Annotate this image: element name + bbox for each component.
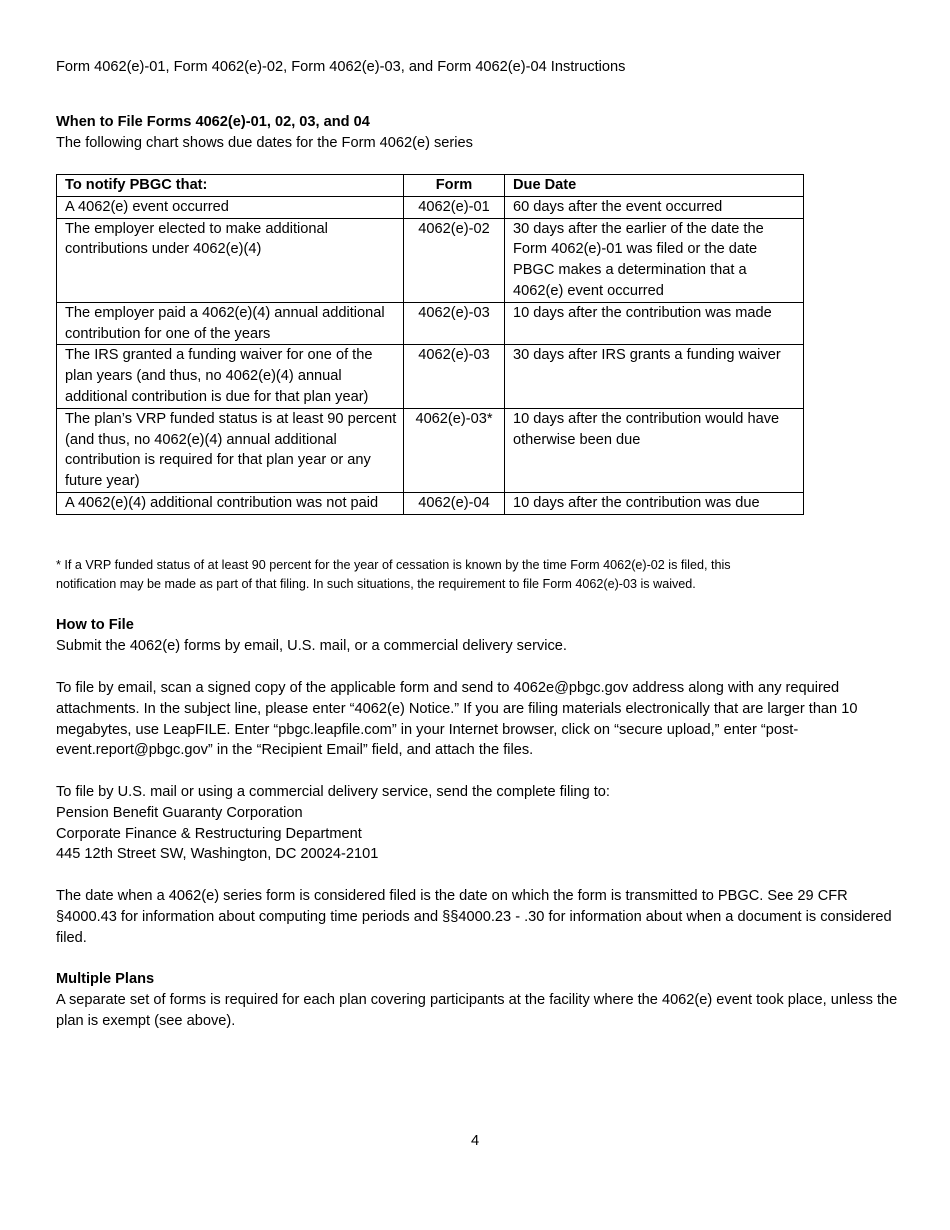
form-cell: 4062(e)-03 (404, 345, 505, 408)
form-cell: 4062(e)-01 (404, 196, 505, 218)
column-header-notify: To notify PBGC that: (57, 175, 404, 197)
filing-date-paragraph: The date when a 4062(e) series form is considered filed is the date on which the form is transmitted to PBGC. See 29 CFR §4000.43 for information about computing time periods and §§4000.23 - .30 for information about when a document is considered filed. (56, 888, 892, 946)
page-number: 4 (470, 1133, 480, 1149)
mail-filing-block (56, 782, 610, 865)
table-footnote (56, 556, 846, 595)
table-row (57, 196, 804, 218)
document-header: Form 4062(e)-01, Form 4062(e)-02, Form 4062(e)-03, and Form 4062(e)-04 Instructions (56, 59, 626, 75)
table-row (57, 218, 804, 302)
footnote-line: * If a VRP funded status of at least 90 percent for the year of cessation is known by the time Form 4062(e)-02 is filed, this (56, 558, 731, 572)
due-date-cell: 30 days after IRS grants a funding waiver (505, 345, 804, 408)
due-date-table (56, 174, 804, 515)
form-cell: 4062(e)-03 (404, 302, 505, 345)
multiple-plans-section (56, 969, 901, 1031)
how-to-file-section (56, 615, 901, 657)
form-cell: 4062(e)-03* (404, 408, 505, 492)
mail-filing-intro: To file by U.S. mail or using a commercial delivery service, send the complete filing to: (56, 784, 610, 800)
due-date-cell: 10 days after the contribution would have otherwise been due (505, 408, 804, 492)
when-to-file-intro: The following chart shows due dates for the Form 4062(e) series (56, 134, 473, 151)
notify-cell: A 4062(e)(4) additional contribution was not paid (57, 492, 404, 514)
notify-cell: A 4062(e) event occurred (57, 196, 404, 218)
due-date-cell: 10 days after the contribution was made (505, 302, 804, 345)
how-to-file-intro: Submit the 4062(e) forms by email, U.S. mail, or a commercial delivery service. (56, 637, 567, 654)
table-row (57, 408, 804, 492)
notify-cell: The IRS granted a funding waiver for one of the plan years (and thus, no 4062(e)(4) annual additional contribution is due for that plan year) (57, 345, 404, 408)
when-to-file-section (56, 112, 473, 154)
notify-cell: The employer paid a 4062(e)(4) annual additional contribution for one of the years (57, 302, 404, 345)
form-cell: 4062(e)-04 (404, 492, 505, 514)
column-header-form: Form (404, 175, 505, 197)
table-row (57, 302, 804, 345)
column-header-due-date: Due Date (505, 175, 804, 197)
table-row (57, 492, 804, 514)
table-header-row (57, 175, 804, 197)
footnote-line: notification may be made as part of that filing. In such situations, the requirement to file Form 4062(e)-03 is waived. (56, 577, 696, 592)
multiple-plans-paragraph: A separate set of forms is required for each plan covering participants at the facility where the 4062(e) event took place, unless the plan is exempt (see above). (56, 991, 898, 1029)
address-line: Pension Benefit Guaranty Corporation (56, 804, 303, 821)
notify-cell: The employer elected to make additional contributions under 4062(e)(4) (57, 218, 404, 302)
due-date-cell: 30 days after the earlier of the date the Form 4062(e)-01 was filed or the date PBGC makes a determination that a 4062(e) event occurred (505, 218, 804, 302)
notify-cell: The plan’s VRP funded status is at least 90 percent (and thus, no 4062(e)(4) annual additional contribution is required for that plan year or any future year) (57, 408, 404, 492)
due-date-cell: 10 days after the contribution was due (505, 492, 804, 514)
multiple-plans-heading: Multiple Plans (56, 971, 155, 987)
due-date-cell: 60 days after the event occurred (505, 196, 804, 218)
address-line: Corporate Finance & Restructuring Department (56, 825, 362, 842)
address-line: 445 12th Street SW, Washington, DC 20024-2101 (56, 846, 379, 863)
table-row (57, 345, 804, 408)
email-filing-paragraph: To file by email, scan a signed copy of the applicable form and send to 4062e@pbgc.gov address along with any required attachments. In the subject line, please enter “4062(e) Notice.” If you are filing materials electronically that are larger than 10 megabytes, use LeapFILE. Enter “pbgc.leapfile.com” in your Internet browser, click on “secure upload,” enter “post-event.report@pbgc.gov” in the “Recipient Email” field, and attach the files. (56, 680, 858, 759)
how-to-file-heading: How to File (56, 617, 134, 633)
form-cell: 4062(e)-02 (404, 218, 505, 302)
when-to-file-heading: When to File Forms 4062(e)-01, 02, 03, and 04 (56, 114, 370, 130)
